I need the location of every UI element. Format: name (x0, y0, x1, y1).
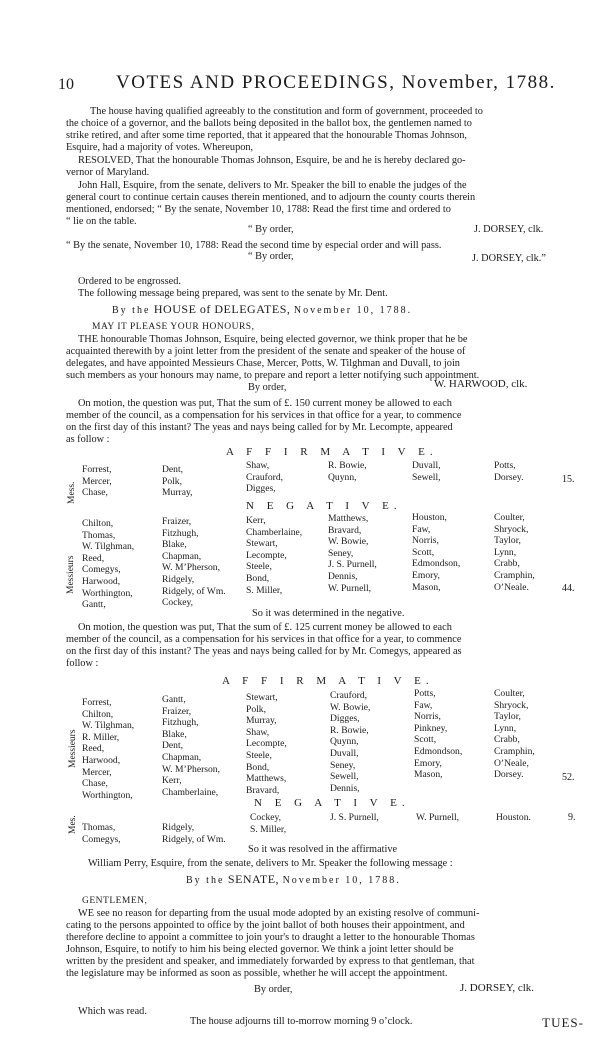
side-label: Messieurs (66, 555, 76, 594)
text-line: delegates, and have appointed Messieurs Chase, Mercer, Potts, W. Tilghman and Duvall, to join (66, 358, 460, 369)
text-line: member of the council, as a compensation for his services in that office for a year, to commence (66, 634, 462, 645)
name-column: Fraizer, Fitzhugh, Blake, Chapman, W. M’Pherson, Ridgely, Ridgely, of Wm. Cockey, (162, 516, 226, 609)
clerk-signature: J. DORSEY, clk. (460, 982, 535, 994)
text-line: as follow : (66, 434, 110, 445)
name-column: Forrest, Chilton, W. Tilghman, R. Miller, Reed, Harwood, Mercer, Chase, Worthington, (82, 697, 135, 801)
catchword: TUES- (542, 1015, 584, 1030)
vote-count: 52. (562, 772, 575, 783)
heading-by-the: By the (112, 305, 151, 316)
text-line: mentioned, endorsed; “ By the senate, November 10, 1788: Read the first time and ordered to (66, 204, 451, 215)
heading-house: HOUSE of DELEGATES, (153, 302, 291, 316)
text-line: on the first day of this instant? The yeas and nays being called for by Mr. Comegys, appeared as (66, 646, 462, 657)
by-order: “ By order, (248, 224, 294, 235)
text-line: the legislature may be informed as soon as possible, whether he will accept the appointment. (66, 968, 448, 979)
negative-label: N E G A T I V E. (254, 797, 410, 809)
name-column: Ridgely, Ridgely, of Wm. (162, 822, 226, 845)
name-column: Coulter, Shryock, Taylor, Lynn, Crabb, Cramphin, O’Neale, Dorsey. (494, 688, 535, 781)
vote-count: 44. (562, 583, 575, 594)
name-column: Potts, Dorsey. (494, 460, 524, 483)
negative-label: N E G A T I V E. (246, 500, 402, 512)
text-line: John Hall, Esquire, from the senate, delivers to Mr. Speaker the bill to enable the judges of the (78, 180, 467, 191)
name-column: Dent, Polk, Murray, (162, 464, 193, 499)
affirmative-label: A F F I R M A T I V E. (222, 675, 434, 687)
name-column: Shaw, Crauford, Digges, (246, 460, 284, 495)
name-column: Houston, Faw, Norris, Scott, Edmondson, Emory, Mason, (412, 512, 461, 593)
text-line: follow : (66, 658, 99, 669)
running-header (58, 72, 558, 98)
name-column: Chilton, Thomas, W. Tilghman, Reed, Comegys, Harwood, Worthington, Gantt, (82, 518, 135, 611)
name-column: Crauford, W. Bowie, Digges, R. Bowie, Quynn, Duvall, Seney, Sewell, Dennis, (330, 690, 371, 794)
text-line: cating to the persons appointed to office by the joint ballot of both houses their appointment, and (66, 920, 465, 931)
side-label: Mes. (68, 815, 78, 834)
name-column: Cockey, S. Miller, (250, 812, 287, 835)
text-line: written by the president and speaker, and immediately forwarded by express to that gentleman, that (66, 956, 475, 967)
section-heading-senate (186, 872, 401, 887)
name-column: Gantt, Fraizer, Fitzhugh, Blake, Dent, Chapman, W. M’Pherson, Kerr, Chamberlaine, (162, 694, 221, 798)
name-column: Potts, Faw, Norris, Pinkney, Scott, Edmondson, Emory, Mason, (414, 688, 463, 781)
header-date: November, 1788. (401, 72, 556, 93)
text-line: RESOLVED, That the honourable Thomas Johnson, Esquire, be and he is hereby declared go- (78, 155, 466, 166)
name-column: Houston. (496, 812, 531, 823)
vote-count: 15. (562, 474, 575, 485)
message-sent-line: The following message being prepared, was sent to the senate by Mr. Dent. (78, 288, 388, 299)
perry-line: William Perry, Esquire, from the senate, delivers to Mr. Speaker the following message : (88, 858, 453, 869)
name-column: Kerr, Chamberlaine, Stewart, Lecompte, Steele, Bond, S. Miller, (246, 515, 303, 596)
adjournment: The house adjourns till to-morrow morning 9 o’clock. (190, 1016, 413, 1027)
name-column: J. S. Purnell, (330, 812, 379, 823)
name-column: R. Bowie, Quynn, (328, 460, 367, 483)
text-line: such members as your honours may name, to prepare and report a letter notifying such appointment. (66, 370, 480, 381)
name-column: Matthews, Bravard, W. Bowie, Seney, J. S. Purnell, Dennis, W. Purnell, (328, 513, 377, 594)
name-column: Stewart, Polk, Murray, Shaw, Lecompte, Steele, Bond, Matthews, Bravard, (246, 692, 287, 796)
clerk-signature: J. DORSEY, clk. (474, 224, 544, 235)
text-line: WE see no reason for departing from the usual mode adopted by an existing resolve of communi- (78, 908, 480, 919)
heading-by-the: By the (186, 875, 225, 886)
header-title-text: VOTES AND PROCEEDINGS, (116, 72, 396, 93)
text-line: on the first day of this instant? The yeas and nays being called for by Mr. Lecompte, appeared (66, 422, 453, 433)
affirmative-label: A F F I R M A T I V E. (226, 446, 438, 458)
vote-result: So it was determined in the negative. (252, 608, 405, 619)
text-line: Esquire, had a majority of votes. Whereupon, (66, 142, 254, 153)
text-line: The house having qualified agreeably to the constitution and form of government, proceeded to (90, 106, 483, 117)
heading-senate: SENATE, (227, 872, 280, 886)
name-column: Duvall, Sewell, (412, 460, 441, 483)
side-label: Mess. (67, 481, 77, 504)
vote-result: So it was resolved in the affirmative (248, 844, 398, 855)
text-line: acquainted therewith by a joint letter from the president of the senate and speaker of the house of (66, 346, 466, 357)
salutation: MAY IT PLEASE YOUR HONOURS, (92, 322, 255, 332)
salutation: GENTLEMEN, (82, 896, 148, 906)
section-heading-house (112, 302, 412, 317)
side-label: Messieurs (68, 729, 78, 768)
text-line: general court to continue certain causes therein mentioned, and to adjourn the county courts therein (66, 192, 476, 203)
text-line: the choice of a governor, and the ballots being deposited in the ballot box, the gentlemen named to (66, 118, 472, 129)
by-order: By order, (248, 382, 287, 393)
text-line: strike retired, and after some time reported, that it appeared that the honourable Thomas Johnson, (66, 130, 467, 141)
text-line: THE honourable Thomas Johnson, Esquire, being elected governor, we think proper that he be (78, 334, 468, 345)
by-order: “ By order, (248, 251, 294, 262)
text-line: On motion, the question was put, That the sum of £. 125 current money be allowed to each (78, 622, 452, 633)
text-line: vernor of Maryland. (66, 167, 150, 178)
clerk-signature: W. HARWOOD, clk. (434, 378, 528, 390)
name-column: W. Purnell, (416, 812, 460, 823)
heading-date: November 10, 1788. (293, 305, 413, 316)
text-line: On motion, the question was put, That the sum of £. 150 current money be allowed to each (78, 398, 452, 409)
text-line: Johnson, Esquire, to notify to him his being elected governor. We think a joint letter should be (66, 944, 454, 955)
name-column: Coulter, Shryock, Taylor, Lynn, Crabb, Cramphin, O’Neale. (494, 512, 535, 593)
page-number: 10 (58, 76, 74, 93)
vote-count: 9. (568, 812, 576, 823)
name-column: Thomas, Comegys, (82, 822, 121, 845)
text-line: “ lie on the table. (66, 216, 137, 227)
by-order: By order, (254, 984, 293, 995)
header-title (116, 72, 556, 94)
second-reading: “ By the senate, November 10, 1788: Read the second time by especial order and will pass. (66, 240, 442, 251)
text-line: member of the council, as a compensation for his services in that office for a year, to commence (66, 410, 462, 421)
text-line: therefore decline to appoint a committee to join your's to draught a letter to the honourable Thomas (66, 932, 475, 943)
heading-date: November 10, 1788. (282, 875, 401, 886)
engrossed-line: Ordered to be engrossed. (78, 276, 181, 287)
which-read: Which was read. (78, 1006, 147, 1017)
clerk-signature: J. DORSEY, clk.” (472, 253, 546, 264)
name-column: Forrest, Mercer, Chase, (82, 464, 112, 499)
